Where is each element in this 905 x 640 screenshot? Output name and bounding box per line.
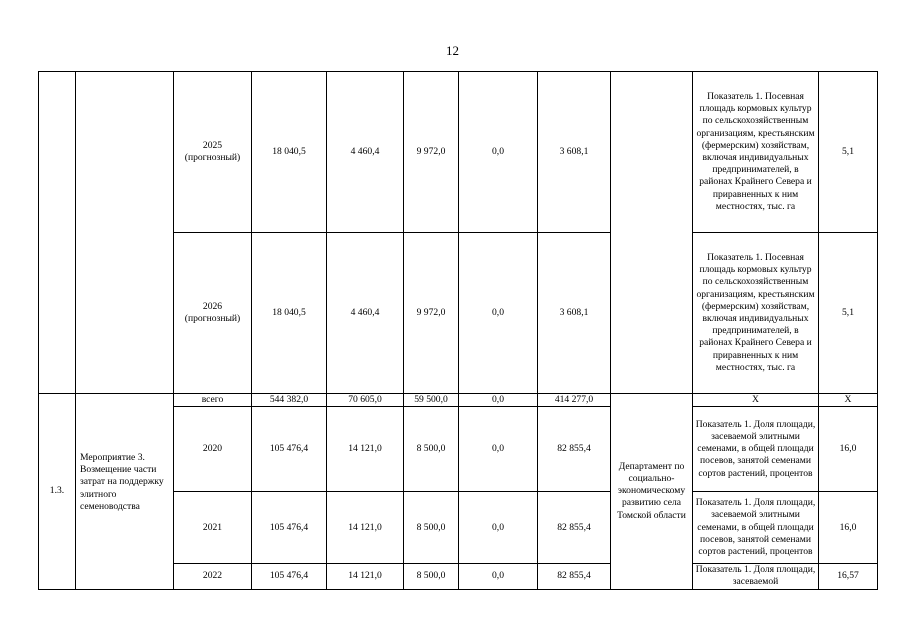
total-cell: 544 382,0 (252, 394, 327, 407)
indicator-cell: Показатель 1. Доля площади, засеваемой элитными семенами, в общей площади посевов, занятой семенами сортов растений, процентов (693, 407, 819, 492)
federal-cell: 4 460,4 (327, 233, 404, 394)
regional-cell: 9 972,0 (404, 72, 459, 233)
value-cell: Х (819, 394, 878, 407)
year-cell: 2026 (прогнозный) (174, 233, 252, 394)
federal-cell: 14 121,0 (327, 407, 404, 492)
value-cell: 16,0 (819, 407, 878, 492)
year-cell: 2021 (174, 492, 252, 564)
activity-name: Мероприятие 3. Возмещение части затрат на поддержку элитного семеноводства (80, 452, 164, 512)
local-cell: 0,0 (459, 394, 538, 407)
page-number: 12 (446, 43, 459, 58)
year-cell: 2020 (174, 407, 252, 492)
extrabudget-cell: 3 608,1 (538, 72, 611, 233)
local-cell: 0,0 (459, 492, 538, 564)
table-row (39, 72, 878, 233)
local-cell: 0,0 (459, 72, 538, 233)
extrabudget-cell: 82 855,4 (538, 564, 611, 589)
federal-cell: 70 605,0 (327, 394, 404, 407)
department-cell: Департамент по социально-экономическому развитию села Томской области (611, 394, 693, 590)
year-cell: 2022 (174, 564, 252, 589)
year-cell: 2025 (прогнозный) (174, 72, 252, 233)
regional-cell: 8 500,0 (404, 564, 459, 589)
total-cell: 18 040,5 (252, 72, 327, 233)
total-cell: 105 476,4 (252, 492, 327, 564)
indicator-cell: Показатель 1. Доля площади, засеваемой (693, 564, 819, 589)
value-cell: 16,57 (819, 564, 878, 589)
empty-cell (76, 72, 174, 394)
year-cell: всего (174, 394, 252, 407)
indicator-cell: Х (693, 394, 819, 407)
value-cell: 5,1 (819, 72, 878, 233)
indicator-cell: Показатель 1. Посевная площадь кормовых культур по сельскохозяйственным организациям, крестьянским (фермерским) хозяйствам, включая индивидуальных предпринимателей, в районах Крайнего Севера и приравненных к ним местностях, тыс. га (693, 72, 819, 233)
regional-cell: 9 972,0 (404, 233, 459, 394)
section-number: 1.3. (39, 394, 76, 590)
total-cell: 105 476,4 (252, 407, 327, 492)
indicator-cell: Показатель 1. Доля площади, засеваемой элитными семенами, в общей площади посевов, занятой семенами сортов растений, процентов (693, 492, 819, 564)
total-cell: 105 476,4 (252, 564, 327, 589)
regional-cell: 8 500,0 (404, 407, 459, 492)
total-cell: 18 040,5 (252, 233, 327, 394)
value-cell: 16,0 (819, 492, 878, 564)
empty-cell (611, 72, 693, 394)
federal-cell: 14 121,0 (327, 564, 404, 589)
local-cell: 0,0 (459, 564, 538, 589)
extrabudget-cell: 414 277,0 (538, 394, 611, 407)
regional-cell: 59 500,0 (404, 394, 459, 407)
local-cell: 0,0 (459, 407, 538, 492)
federal-cell: 14 121,0 (327, 492, 404, 564)
local-cell: 0,0 (459, 233, 538, 394)
federal-cell: 4 460,4 (327, 72, 404, 233)
indicator-cell: Показатель 1. Посевная площадь кормовых культур по сельскохозяйственным организациям, крестьянским (фермерским) хозяйствам, включая индивидуальных предпринимателей, в районах Крайнего Севера и приравненных к ним местностях, тыс. га (693, 233, 819, 394)
extrabudget-cell: 82 855,4 (538, 492, 611, 564)
extrabudget-cell: 3 608,1 (538, 233, 611, 394)
value-cell: 5,1 (819, 233, 878, 394)
empty-cell (39, 72, 76, 394)
table-row (39, 394, 878, 407)
regional-cell: 8 500,0 (404, 492, 459, 564)
extrabudget-cell: 82 855,4 (538, 407, 611, 492)
